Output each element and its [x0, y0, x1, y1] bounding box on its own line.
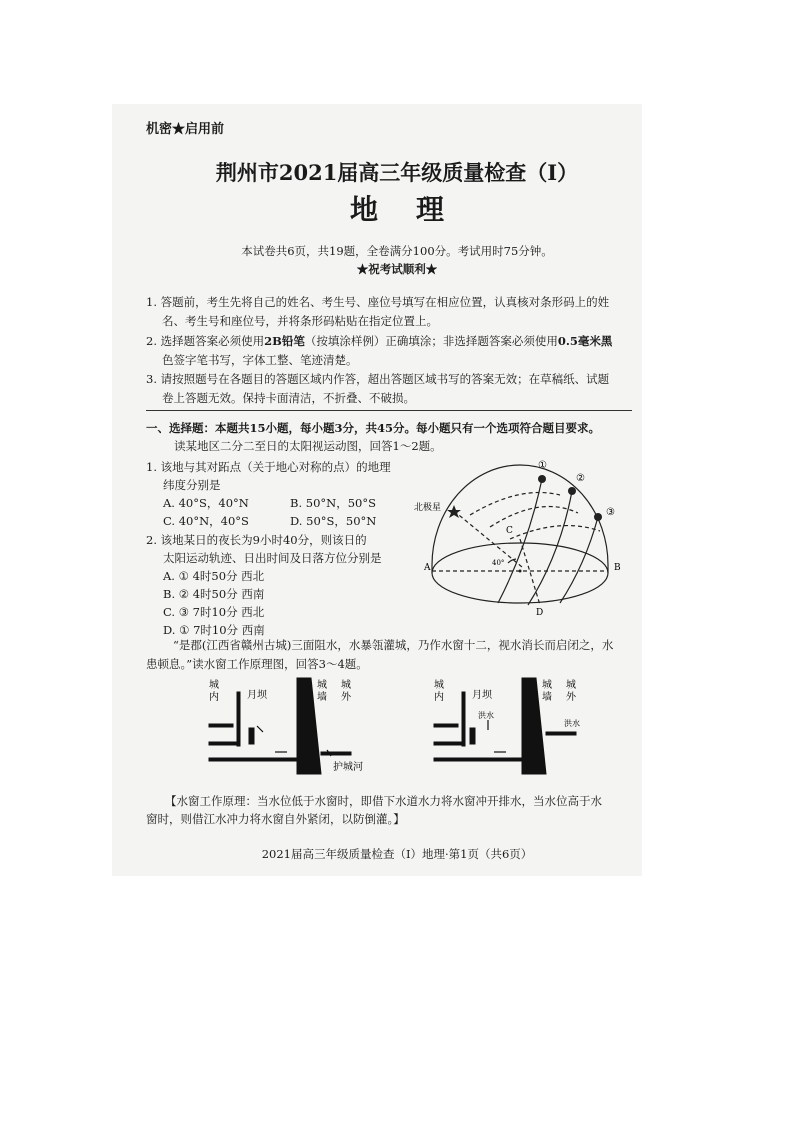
- wall-label-1: 城: [317, 680, 327, 691]
- sun-label-3: ③: [606, 507, 615, 518]
- q1-option-c: C. 40°N，40°S: [163, 514, 249, 528]
- instruction-2-part-d: 0.5毫米黑: [557, 334, 613, 348]
- exam-subject: 地理: [349, 193, 482, 226]
- water-window-gate: [470, 728, 475, 744]
- inner-label-2: 内: [209, 692, 219, 703]
- polar-axis: [454, 511, 522, 567]
- q1-option-a: A. 40°S，40°N: [163, 496, 249, 510]
- water-window-diagram-normal: [205, 676, 380, 776]
- q1-stem-line2: 纬度分别是: [163, 478, 221, 492]
- sun-path-back-1: [470, 493, 560, 516]
- instruction-2-part-b: 2B铅笔: [264, 334, 305, 348]
- drain-top: [434, 742, 462, 745]
- sun-label-2: ②: [576, 473, 585, 484]
- instruction-1-line1: 1. 答题前，考生先将自己的姓名、考生号、座位号填写在相应位置，认真核对条形码上的姓: [146, 295, 610, 309]
- moon-dam-label: 月坝: [472, 690, 492, 701]
- inner-label-1: 城: [434, 680, 444, 691]
- exam-wish: ★祝考试顺利★: [356, 262, 438, 276]
- q2-option-a: A. ① 4时50分 西北: [163, 569, 265, 583]
- outer-label-2: 外: [341, 692, 351, 703]
- exam-title: 荆州市2021届高三年级质量检查（Ⅰ）: [215, 160, 579, 185]
- label-d: D: [536, 608, 544, 618]
- inner-label-2: 内: [434, 692, 444, 703]
- drain-bottom: [434, 758, 522, 761]
- principle-line1: 【水窗工作原理：当水位低于水窗时，即借下水道水力将水窗冲开排水，当水位高于水: [165, 794, 602, 808]
- outer-water: [321, 752, 351, 755]
- instruction-3-line1: 3. 请按照题号在各题目的答题区域内作答，超出答题区域书写的答案无效；在草稿纸、试题: [146, 372, 610, 386]
- passage-line2: 患顿息。”读水窗工作原理图，回答3～4题。: [146, 657, 368, 671]
- section-heading: 一、选择题：本题共15小题，每小题3分，共45分。每小题只有一个选项符合题目要求。: [146, 421, 601, 435]
- sun-icon-3: [594, 513, 602, 521]
- drain-bottom: [209, 758, 297, 761]
- inner-label-1: 城: [209, 680, 219, 691]
- instruction-1-line2: 名、考生号和座位号，并将条形码粘贴在指定位置上。: [162, 314, 438, 328]
- inner-ground: [434, 724, 458, 727]
- q2-stem-line1: 2. 该地某日的夜长为9小时40分，则该日的: [146, 533, 367, 547]
- inner-ground: [209, 724, 233, 727]
- wall-label-2: 墙: [317, 692, 327, 703]
- section-divider: [146, 410, 632, 411]
- flow-arrow-1: [257, 726, 263, 732]
- confidential-mark: 机密★启用前: [146, 122, 225, 137]
- q2-option-b: B. ② 4时50分 西南: [163, 587, 265, 601]
- water-window-gate: [249, 728, 254, 744]
- instruction-2-part-a: 2. 选择题答案必须使用: [146, 334, 265, 348]
- flood-label-outer: 洪水: [564, 719, 580, 728]
- principle-line2: 窗时，则借江水冲力将水窗自外紧闭，以防倒灌。】: [146, 812, 405, 826]
- wall-label-1: 城: [542, 680, 552, 691]
- drain-top: [209, 742, 237, 745]
- sun-label-1: ①: [538, 460, 547, 471]
- q1-option-b: B. 50°N，50°S: [290, 496, 376, 510]
- sun-icon-2: [568, 487, 576, 495]
- q1-option-d: D. 50°S，50°N: [290, 514, 377, 528]
- moat-label: 护城河: [333, 762, 363, 773]
- flood-label-inner: 洪水: [478, 711, 494, 720]
- outer-water: [546, 732, 576, 735]
- water-window-diagram-flood: [430, 676, 605, 776]
- moon-dam-wall: [462, 692, 465, 746]
- observer-dot: [519, 570, 522, 573]
- axis-cd: [520, 539, 540, 605]
- q1-stem-line1: 1. 该地与其对跖点（关于地心对称的点）的地理: [146, 460, 391, 474]
- moon-dam-label: 月坝: [247, 690, 267, 701]
- q2-stem-line2: 太阳运动轨迹、日出时间及日落方位分别是: [163, 551, 382, 565]
- instruction-3-line2: 卷上答题无效。保持卡面清洁，不折叠、不破损。: [162, 391, 415, 405]
- sun-path-back-3: [510, 526, 600, 539]
- instruction-2-line2: 色签字笔书写，字体工整、笔迹清楚。: [162, 353, 358, 367]
- moon-dam-wall: [237, 692, 240, 746]
- section-intro: 读某地区二分二至日的太阳视运动图，回答1～2题。: [174, 439, 442, 453]
- outer-label-2: 外: [566, 692, 576, 703]
- instruction-2-line1: [146, 333, 612, 349]
- instruction-2-part-c: （按填涂样例）正确填涂；非选择题答案必须使用: [304, 334, 558, 348]
- angle-label: 40°: [492, 559, 505, 567]
- q2-option-c: C. ③ 7时10分 西北: [163, 605, 265, 619]
- label-b: B: [614, 563, 621, 573]
- outer-label-1: 城: [341, 680, 351, 691]
- horizon-ellipse: [432, 543, 608, 603]
- label-c: C: [506, 526, 513, 536]
- polaris-label: 北极星: [414, 503, 442, 513]
- exam-info: 本试卷共6页，共19题，全卷满分100分。考试用时75分钟。: [241, 244, 553, 258]
- q2-option-d: D. ① 7时10分 西南: [163, 623, 265, 637]
- polaris-star-icon: [447, 505, 461, 518]
- sun-icon-1: [538, 475, 546, 483]
- sun-path-diagram: [410, 455, 628, 620]
- label-a: A: [424, 563, 431, 573]
- outer-label-1: 城: [566, 680, 576, 691]
- page-footer: 2021届高三年级质量检查（Ⅰ）地理·第1页（共6页）: [261, 847, 533, 861]
- wall-label-2: 墙: [542, 692, 552, 703]
- passage-line1: “是郡(江西省赣州古城)三面阻水，水暴瓴灌城，乃作水窗十二，视水消长而启闭之，水: [173, 638, 614, 652]
